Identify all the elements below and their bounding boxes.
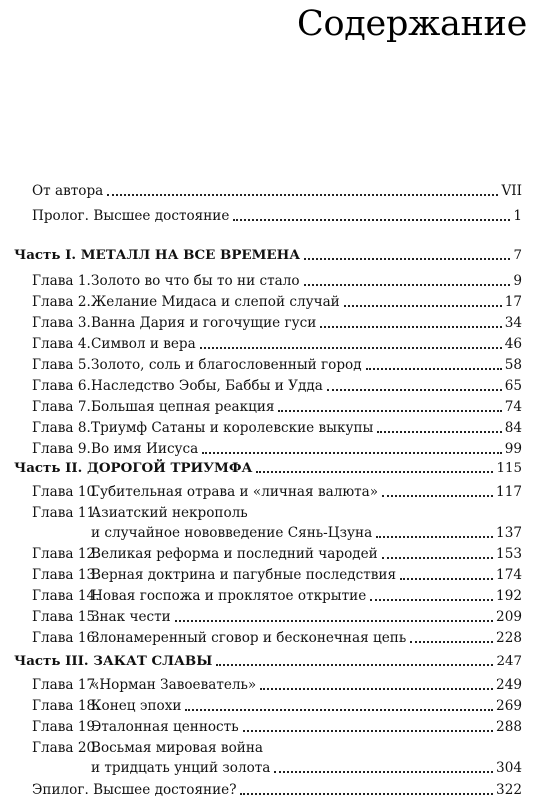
toc-entry-from-author[interactable] <box>32 180 522 200</box>
toc-entry-epilogue[interactable] <box>32 779 522 799</box>
toc-page-number: 209 <box>496 609 522 625</box>
toc-page-number: 137 <box>496 525 522 541</box>
toc-chapter-13[interactable] <box>32 564 522 584</box>
toc-chapter-5[interactable] <box>32 354 522 374</box>
toc-part-3[interactable] <box>14 650 522 670</box>
toc-page-number: 99 <box>504 441 522 457</box>
toc-chapter-11-continued[interactable] <box>91 522 522 542</box>
chapter-prefix: Глава 17. <box>32 677 100 693</box>
chapter-prefix: Глава 8. <box>32 420 91 436</box>
toc-chapter-11[interactable] <box>32 502 522 522</box>
leader-dots <box>382 557 493 559</box>
toc-chapter-9[interactable] <box>32 438 522 458</box>
chapter-title: Золото во что бы то ни стало <box>91 273 300 289</box>
toc-label <box>32 336 196 353</box>
leader-dots <box>175 620 493 622</box>
leader-dots <box>216 664 493 666</box>
chapter-title: Эталонная ценность <box>91 719 239 735</box>
toc-label: От автора <box>32 183 104 199</box>
toc-page-number: 288 <box>496 719 522 735</box>
toc-page-number: 65 <box>504 378 522 394</box>
toc-label <box>32 740 263 757</box>
chapter-title: Восьмая мировая война <box>91 740 263 756</box>
toc-page-number: 192 <box>496 588 522 604</box>
leader-dots <box>304 284 511 286</box>
toc-page-number: 17 <box>504 294 522 310</box>
toc-page-number: 7 <box>513 248 522 263</box>
toc-chapter-1[interactable] <box>32 270 522 290</box>
leader-dots <box>243 730 493 732</box>
chapter-prefix: Глава 9. <box>32 441 91 457</box>
chapter-title: Символ и вера <box>91 336 196 352</box>
toc-entry-prologue[interactable] <box>32 205 522 225</box>
chapter-prefix: Глава 14. <box>32 588 100 604</box>
leader-dots <box>256 471 493 473</box>
chapter-title: Великая реформа и последний чародей <box>91 546 378 562</box>
chapter-prefix: Глава 20. <box>32 740 100 756</box>
toc-chapter-19[interactable] <box>32 716 522 736</box>
toc-chapter-20-continued[interactable] <box>91 757 522 777</box>
toc-page-number: 9 <box>513 273 522 289</box>
toc-chapter-12[interactable] <box>32 543 522 563</box>
chapter-prefix: Глава 1. <box>32 273 91 289</box>
toc-label <box>32 441 198 458</box>
chapter-title: «Норман Завоеватель» <box>91 677 257 693</box>
toc-page-number: 153 <box>496 546 522 562</box>
chapter-title: Азиатский некрополь <box>91 505 248 521</box>
leader-dots <box>377 431 501 433</box>
leader-dots <box>185 709 493 711</box>
toc-label <box>32 719 239 736</box>
leader-dots <box>320 326 501 328</box>
toc-chapter-15[interactable] <box>32 606 522 626</box>
chapter-prefix: Глава 4. <box>32 336 91 352</box>
toc-page-number: 1 <box>513 208 522 224</box>
toc-label <box>32 609 171 626</box>
chapter-prefix: Глава 16. <box>32 630 100 646</box>
toc-chapter-4[interactable] <box>32 333 522 353</box>
toc-chapter-2[interactable] <box>32 291 522 311</box>
chapter-prefix: Глава 10. <box>32 484 100 500</box>
toc-label <box>32 273 300 290</box>
chapter-title-continued: и случайное нововведение Сянь-Цзуна <box>91 525 373 541</box>
toc-page-number: 58 <box>504 357 522 373</box>
toc-page-number: 117 <box>496 484 522 500</box>
leader-dots <box>382 495 493 497</box>
toc-page-number: 269 <box>496 698 522 714</box>
chapter-title: Верная доктрина и пагубные последствия <box>91 567 397 583</box>
toc-part-label: Часть II. ДОРОГОЙ ТРИУМФА <box>14 460 253 476</box>
toc-label <box>32 399 274 416</box>
toc-page-number: 228 <box>496 630 522 646</box>
toc-label <box>32 315 316 332</box>
toc-page-number: 322 <box>496 782 522 798</box>
toc-page-number: 304 <box>496 760 522 776</box>
toc-page-number: 34 <box>504 315 522 331</box>
chapter-title: Желание Мидаса и слепой случай <box>91 294 340 310</box>
toc-chapter-17[interactable] <box>32 674 522 694</box>
leader-dots <box>233 219 510 221</box>
toc-part-label: Часть I. МЕТАЛЛ НА ВСЕ ВРЕМЕНА <box>14 247 301 263</box>
toc-chapter-14[interactable] <box>32 585 522 605</box>
chapter-prefix: Глава 5. <box>32 357 91 373</box>
toc-page-number: 84 <box>504 420 522 436</box>
toc-chapter-18[interactable] <box>32 695 522 715</box>
toc-label <box>32 677 256 694</box>
chapter-title-continued: и тридцать унций золота <box>91 760 271 776</box>
chapter-prefix: Глава 19. <box>32 719 100 735</box>
leader-dots <box>278 410 501 412</box>
chapter-title: Злонамеренный сговор и бесконечная цепь <box>91 630 407 646</box>
toc-label <box>32 294 340 311</box>
toc-label <box>32 546 378 563</box>
toc-page-number: 174 <box>496 567 522 583</box>
chapter-prefix: Глава 18. <box>32 698 100 714</box>
leader-dots <box>274 771 493 773</box>
toc-label <box>32 630 406 647</box>
toc-page-number: 115 <box>496 461 522 476</box>
page-title: Содержание <box>297 4 527 44</box>
chapter-prefix: Глава 2. <box>32 294 91 310</box>
chapter-title: Большая цепная реакция <box>91 399 275 415</box>
toc-label <box>32 378 323 395</box>
toc-label <box>32 505 248 522</box>
leader-dots <box>344 305 502 307</box>
leader-dots <box>327 389 502 391</box>
leader-dots <box>200 347 502 349</box>
toc-part-label: Часть III. ЗАКАТ СЛАВЫ <box>14 653 213 669</box>
chapter-prefix: Глава 12. <box>32 546 100 562</box>
chapter-title: Триумф Сатаны и королевские выкупы <box>91 420 374 436</box>
leader-dots <box>370 599 493 601</box>
chapter-title: Знак чести <box>91 609 171 625</box>
toc-label <box>32 698 181 715</box>
leader-dots <box>366 368 502 370</box>
chapter-title: Золото, соль и благословенный город <box>91 357 362 373</box>
toc-page-number: 247 <box>496 654 522 669</box>
toc-part-1[interactable] <box>14 244 522 264</box>
toc-label <box>32 357 362 374</box>
toc-label <box>32 420 373 437</box>
leader-dots <box>304 258 510 260</box>
toc-label <box>32 588 366 605</box>
chapter-title: Во имя Иисуса <box>91 441 199 457</box>
chapter-title: Наследство Эобы, Баббы и Удда <box>91 378 323 394</box>
toc-part-2[interactable] <box>14 457 522 477</box>
leader-dots <box>410 641 493 643</box>
leader-dots <box>260 688 493 690</box>
chapter-prefix: Глава 13. <box>32 567 100 583</box>
chapter-title: Конец эпохи <box>91 698 182 714</box>
leader-dots <box>202 452 501 454</box>
toc-label: Эпилог. Высшее достояние? <box>32 782 237 798</box>
chapter-prefix: Глава 3. <box>32 315 91 331</box>
toc-page-number: 249 <box>496 677 522 693</box>
toc-page-number: 46 <box>504 336 522 352</box>
toc-chapter-20[interactable] <box>32 737 522 757</box>
toc-label: Пролог. Высшее достояние <box>32 208 230 224</box>
toc-chapter-8[interactable] <box>32 417 522 437</box>
chapter-prefix: Глава 11. <box>32 505 100 521</box>
chapter-prefix: Глава 7. <box>32 399 91 415</box>
chapter-title: Губительная отрава и «личная валюта» <box>91 484 379 500</box>
toc-chapter-7[interactable] <box>32 396 522 416</box>
toc-chapter-6[interactable] <box>32 375 522 395</box>
toc-label <box>32 484 378 501</box>
toc-page-number: VII <box>501 183 522 199</box>
leader-dots <box>107 194 498 196</box>
leader-dots <box>376 536 493 538</box>
chapter-prefix: Глава 6. <box>32 378 91 394</box>
toc-chapter-16[interactable] <box>32 627 522 647</box>
chapter-title: Новая госпожа и проклятое открытие <box>91 588 367 604</box>
chapter-title: Ванна Дария и гогочущие гуси <box>91 315 317 331</box>
leader-dots <box>240 793 493 795</box>
chapter-prefix: Глава 15. <box>32 609 100 625</box>
toc-page-number: 74 <box>504 399 522 415</box>
toc-chapter-10[interactable] <box>32 481 522 501</box>
leader-dots <box>400 578 493 580</box>
toc-label <box>32 567 396 584</box>
toc-chapter-3[interactable] <box>32 312 522 332</box>
